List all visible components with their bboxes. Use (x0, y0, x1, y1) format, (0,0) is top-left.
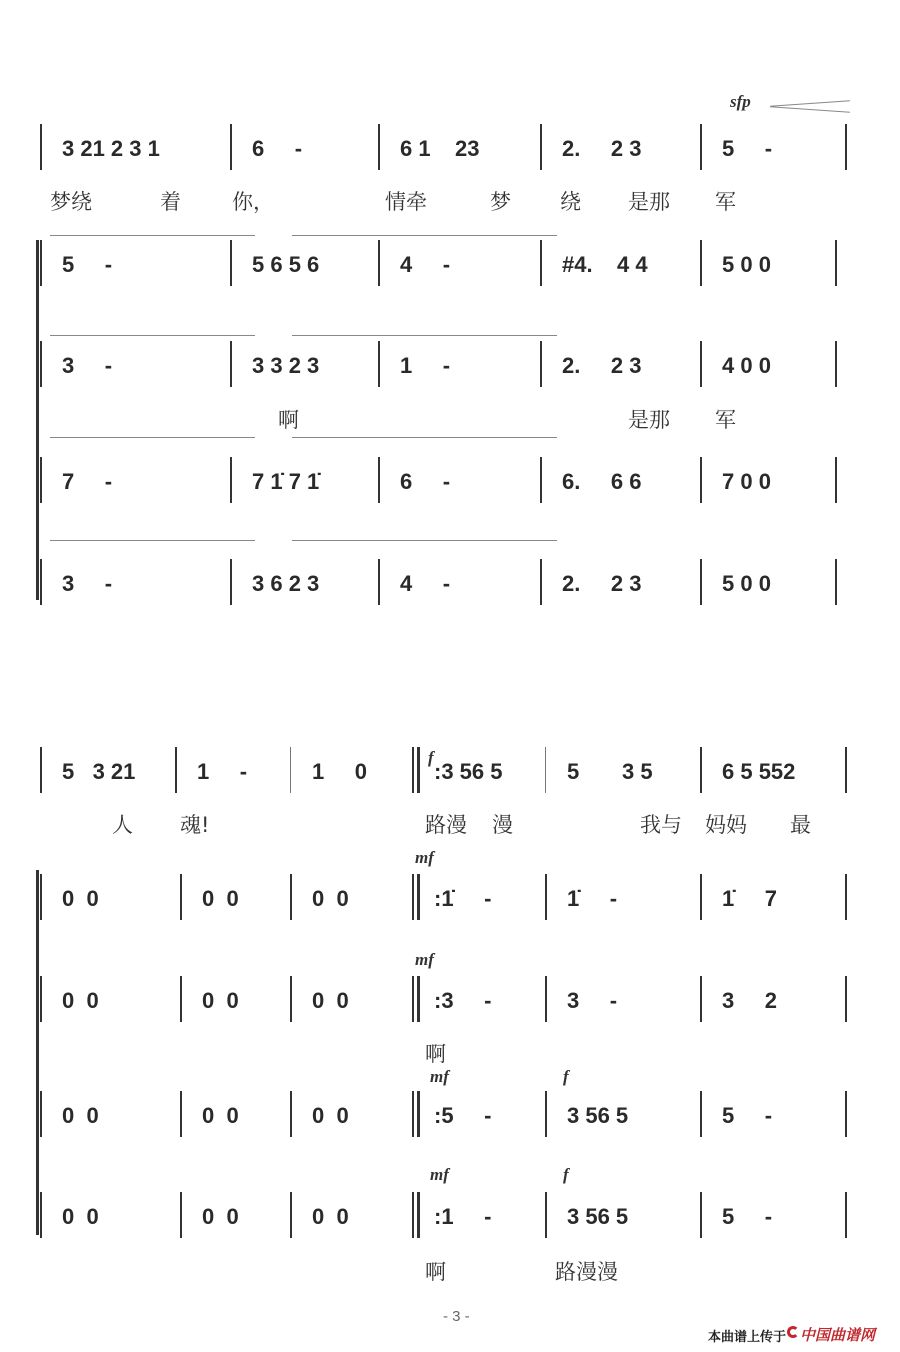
measure-notes: 1 - (400, 353, 451, 378)
measure-notes: 3 21 2 3 1 (62, 136, 160, 161)
choir-bracket (36, 240, 39, 600)
bar-line (40, 559, 42, 605)
bar-line (290, 1192, 292, 1238)
bar-line (845, 124, 847, 170)
measure-notes: 1 - (197, 759, 248, 784)
lyric-text: 你， (232, 190, 274, 214)
bar-line (845, 874, 847, 920)
dynamic-marking: mf (415, 950, 434, 969)
bar-line (180, 976, 182, 1022)
measure-notes: 0 0 (202, 988, 239, 1013)
slur-line (50, 235, 255, 236)
measure-notes: :3 - (434, 988, 492, 1013)
measure-notes: 0 0 (202, 886, 239, 911)
lyric-text: 妈妈 (705, 813, 747, 837)
repeat-bar-line (417, 747, 420, 793)
measure-notes: 5 - (722, 1204, 773, 1229)
measure-notes: #4. 4 4 (562, 252, 648, 277)
measure-notes: 0 0 (62, 988, 99, 1013)
bar-line (845, 1091, 847, 1137)
bar-line (835, 341, 837, 387)
bar-line (40, 124, 42, 170)
dynamic-marking: mf (415, 848, 434, 867)
bar-line (230, 124, 232, 170)
measure-notes: 6 - (252, 136, 303, 161)
bar-line (378, 124, 380, 170)
measure-notes: 6 5 552 (722, 759, 796, 784)
repeat-bar-line (417, 1192, 420, 1238)
bar-line (40, 874, 42, 920)
bar-line (378, 457, 380, 503)
measure-notes: 5 3 21 (62, 759, 136, 784)
slur-line (292, 437, 557, 438)
lyric-text: 军 (715, 408, 736, 432)
lyric-text: 啊 (425, 1042, 446, 1066)
repeat-bar-line (417, 874, 420, 920)
bar-line (540, 240, 542, 286)
lyric-text: 啊 (425, 1260, 446, 1284)
dynamic-marking: f (563, 1067, 569, 1086)
lyric-text: 人 (112, 813, 133, 837)
measure-notes: 0 0 (312, 988, 349, 1013)
bar-line (835, 559, 837, 605)
lyric-text: 梦绕 (50, 190, 92, 214)
bar-line (540, 124, 542, 170)
measure-notes: 0 0 (62, 1103, 99, 1128)
measure-notes: 2. 2 3 (562, 571, 642, 596)
bar-line (290, 874, 292, 920)
lyric-text: 最 (790, 813, 811, 837)
repeat-bar-line (417, 1091, 420, 1137)
bar-line (700, 559, 702, 605)
bar-line (835, 457, 837, 503)
measure-notes: 4 - (400, 571, 451, 596)
bar-line (545, 976, 547, 1022)
measure-notes: 1̇ - (567, 886, 618, 911)
measure-notes: 0 0 (62, 886, 99, 911)
bar-line (290, 747, 291, 793)
bar-line (230, 457, 232, 503)
lyric-text: 路漫 (425, 813, 467, 837)
measure-notes: 0 0 (312, 1204, 349, 1229)
lyric-text: 军 (715, 190, 736, 214)
bar-line (545, 874, 547, 920)
bar-line (412, 1192, 414, 1238)
measure-notes: 3 3 2 3 (252, 353, 320, 378)
bar-line (412, 747, 414, 793)
bar-line (700, 341, 702, 387)
measure-notes: 0 0 (312, 886, 349, 911)
bar-line (378, 341, 380, 387)
choir-bracket (36, 870, 39, 1235)
measure-notes: 5 3 5 (567, 759, 653, 784)
logo-icon (787, 1326, 799, 1338)
site-logo: 中国曲谱网 (800, 1327, 876, 1344)
bar-line (290, 976, 292, 1022)
measure-notes: :1̇ - (434, 886, 492, 911)
measure-notes: 4 0 0 (722, 353, 771, 378)
bar-line (700, 874, 702, 920)
slur-line (292, 335, 557, 336)
bar-line (835, 240, 837, 286)
bar-line (40, 747, 42, 793)
measure-notes: 6 1 23 (400, 136, 480, 161)
bar-line (40, 1192, 42, 1238)
measure-notes: 4 - (400, 252, 451, 277)
bar-line (845, 1192, 847, 1238)
dynamic-marking: mf (430, 1067, 449, 1086)
measure-notes: 5 - (62, 252, 113, 277)
bar-line (540, 341, 542, 387)
lyric-text: 魂! (180, 813, 210, 837)
measure-notes: 1 0 (312, 759, 368, 784)
bar-line (40, 341, 42, 387)
measure-notes: 3 56 5 (567, 1204, 629, 1229)
bar-line (540, 559, 542, 605)
bar-line (40, 457, 42, 503)
measure-notes: :5 - (434, 1103, 492, 1128)
bar-line (412, 874, 414, 920)
measure-notes: 3 2 (722, 988, 778, 1013)
lyric-text: 我与 (640, 813, 682, 837)
measure-notes: 6 - (400, 469, 451, 494)
measure-notes: 3 - (62, 571, 113, 596)
measure-notes: 6. 6 6 (562, 469, 642, 494)
bar-line (412, 1091, 414, 1137)
bar-line (545, 1192, 547, 1238)
bar-line (412, 976, 414, 1022)
measure-notes: 7 1̇ 7 1̇ (252, 469, 320, 494)
bar-line (40, 976, 42, 1022)
measure-notes: 5 - (722, 136, 773, 161)
bar-line (230, 559, 232, 605)
bar-line (378, 559, 380, 605)
slur-line (292, 540, 557, 541)
measure-notes: 1̇ 7 (722, 886, 778, 911)
measure-notes: 5 0 0 (722, 252, 771, 277)
measure-notes: 2. 2 3 (562, 136, 642, 161)
measure-notes: 3 - (62, 353, 113, 378)
measure-notes: 3 6 2 3 (252, 571, 320, 596)
repeat-bar-line (417, 976, 420, 1022)
dynamic-marking: f (563, 1165, 569, 1184)
lyric-text: 路漫漫 (555, 1260, 618, 1284)
bar-line (40, 240, 42, 286)
slur-line (50, 437, 255, 438)
slur-line (292, 235, 557, 236)
bar-line (230, 240, 232, 286)
measure-notes: :1 - (434, 1204, 492, 1229)
slur-line (50, 540, 255, 541)
measure-notes: 0 0 (62, 1204, 99, 1229)
bar-line (180, 1192, 182, 1238)
bar-line (230, 341, 232, 387)
measure-notes: 0 0 (202, 1103, 239, 1128)
measure-notes: 7 0 0 (722, 469, 771, 494)
bar-line (545, 1091, 547, 1137)
lyric-text: 啊 (278, 408, 299, 432)
bar-line (180, 874, 182, 920)
lyric-text: 漫 (492, 813, 513, 837)
crescendo-hairpin (770, 106, 850, 113)
bar-line (378, 240, 380, 286)
measure-notes: 7 - (62, 469, 113, 494)
bar-line (700, 240, 702, 286)
dynamic-marking: f (428, 748, 434, 767)
measure-notes: 5 6 5 6 (252, 252, 320, 277)
measure-notes: 3 - (567, 988, 618, 1013)
bar-line (180, 1091, 182, 1137)
crescendo-hairpin (770, 100, 850, 107)
bar-line (175, 747, 177, 793)
bar-line (700, 124, 702, 170)
lyric-text: 梦 (490, 190, 511, 214)
measure-notes: :3 56 5 (434, 759, 503, 784)
bar-line (290, 1091, 292, 1137)
lyric-text: 情牵 (385, 190, 427, 214)
slur-line (50, 335, 255, 336)
bar-line (700, 976, 702, 1022)
lyric-text: 绕 (560, 190, 581, 214)
bar-line (700, 1192, 702, 1238)
dynamic-marking: mf (430, 1165, 449, 1184)
dynamic-marking: sfp (730, 92, 751, 111)
bar-line (845, 976, 847, 1022)
lyric-text: 是那 (628, 190, 670, 214)
measure-notes: 0 0 (312, 1103, 349, 1128)
footer-text: 本曲谱上传于 (708, 1329, 787, 1344)
bar-line (545, 747, 546, 793)
bar-line (700, 457, 702, 503)
measure-notes: 2. 2 3 (562, 353, 642, 378)
page-number: - 3 - (443, 1308, 470, 1325)
bar-line (700, 747, 702, 793)
bar-line (40, 1091, 42, 1137)
measure-notes: 0 0 (202, 1204, 239, 1229)
bar-line (540, 457, 542, 503)
bar-line (700, 1091, 702, 1137)
lyric-text: 是那 (628, 408, 670, 432)
measure-notes: 5 - (722, 1103, 773, 1128)
measure-notes: 3 56 5 (567, 1103, 629, 1128)
bar-line (845, 747, 847, 793)
lyric-text: 着 (160, 190, 181, 214)
measure-notes: 5 0 0 (722, 571, 771, 596)
